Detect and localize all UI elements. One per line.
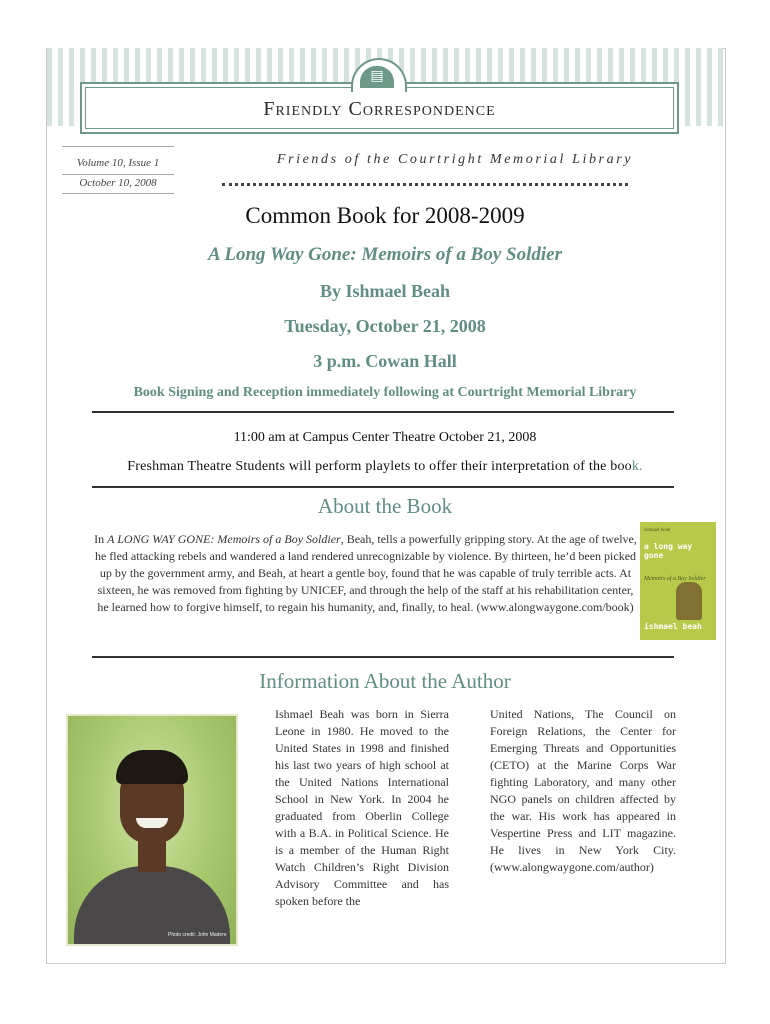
- divider: [92, 411, 674, 413]
- cover-top-author: ishmael beah: [644, 528, 671, 533]
- author-photo: [66, 714, 238, 946]
- dotted-divider: [222, 183, 628, 186]
- event-date: Tuesday, October 21, 2008: [284, 316, 486, 336]
- author-heading: Information About the Author: [259, 669, 511, 693]
- cover-subtitle: Memoirs of a Boy Soldier: [644, 576, 706, 582]
- cover-figure: [676, 582, 702, 620]
- event-time-place: 3 p.m. Cowan Hall: [313, 351, 457, 371]
- about-heading: About the Book: [317, 494, 453, 518]
- issue-date: October 10, 2008: [79, 177, 157, 189]
- theatre-description-end: k.: [631, 459, 643, 474]
- about-body: , Beah, tells a powerfully gripping story. At the age of twelve, he fled attacking rebels and wandered a land rendered unrecognizable by violence. By thirteen, he’d been picked up by the government army, and Beah, at heart a gentle boy, found that he was capable of truly terrible acts. At sixteen, he was removed from fighting by UNICEF, and through the help of the staff at his rehabilitation center, he learned how to forgive himself, to regain his humanity, and, finally, to heal. (www.alongwaygone.com/book): [94, 532, 637, 614]
- photo-hair: [116, 750, 188, 784]
- tagline: Friends of the Courtright Memorial Library: [276, 152, 634, 167]
- theatre-description: [46, 459, 724, 475]
- photo-smile: [136, 818, 168, 828]
- about-paragraph: [94, 531, 637, 616]
- author-column-2: United Nations, The Council on Foreign Relations, the Center for Emerging Threats and Opportunities (CETO) at the Marine Corps War fighting Laboratory, and many other NGO panels on children affected by the war. His work has appeared in Vespertine Press and LIT magazine. He lives in New York City. (www.alongwaygone.com/author): [490, 707, 676, 874]
- about-book-title: A LONG WAY GONE: Memoirs of a Boy Soldier: [107, 532, 341, 546]
- issue-volume: Volume 10, Issue 1: [76, 157, 160, 169]
- book-icon: ▤: [360, 66, 394, 88]
- theatre-time: 11:00 am at Campus Center Theatre October 21, 2008: [233, 430, 537, 445]
- cover-title: a long way gone: [644, 542, 693, 560]
- newsletter-title: Friendly Correspondence: [263, 98, 496, 120]
- book-title: A Long Way Gone: Memoirs of a Boy Soldier: [208, 244, 562, 265]
- author-line: By Ishmael Beah: [319, 281, 451, 301]
- divider: [62, 193, 174, 194]
- signing-note: Book Signing and Reception immediately following at Courtright Memorial Library: [133, 385, 637, 400]
- divider: [62, 146, 174, 147]
- event-heading: Common Book for 2008-2009: [245, 203, 525, 228]
- author-column-1: Ishmael Beah was born in Sierra Leone in 1980. He moved to the United States in 1998 and finished his last two years of high school at the United Nations International School in New York. In 2004 he graduated from Oberlin College with a B.A. in Political Science. He is a member of the Human Right Watch Children’s Right Division Advisory Committee and has spoken before the: [275, 707, 449, 908]
- cover-author: ishmael beah: [644, 622, 702, 631]
- divider: [92, 486, 674, 488]
- theatre-description-text: Freshman Theatre Students will perform playlets to offer their interpretation of the boo: [127, 459, 632, 474]
- about-lead: In: [94, 532, 108, 546]
- divider: [92, 656, 674, 658]
- divider: [62, 174, 174, 175]
- book-cover: [640, 522, 716, 640]
- photo-credit: Photo credit: John Madere: [168, 932, 227, 938]
